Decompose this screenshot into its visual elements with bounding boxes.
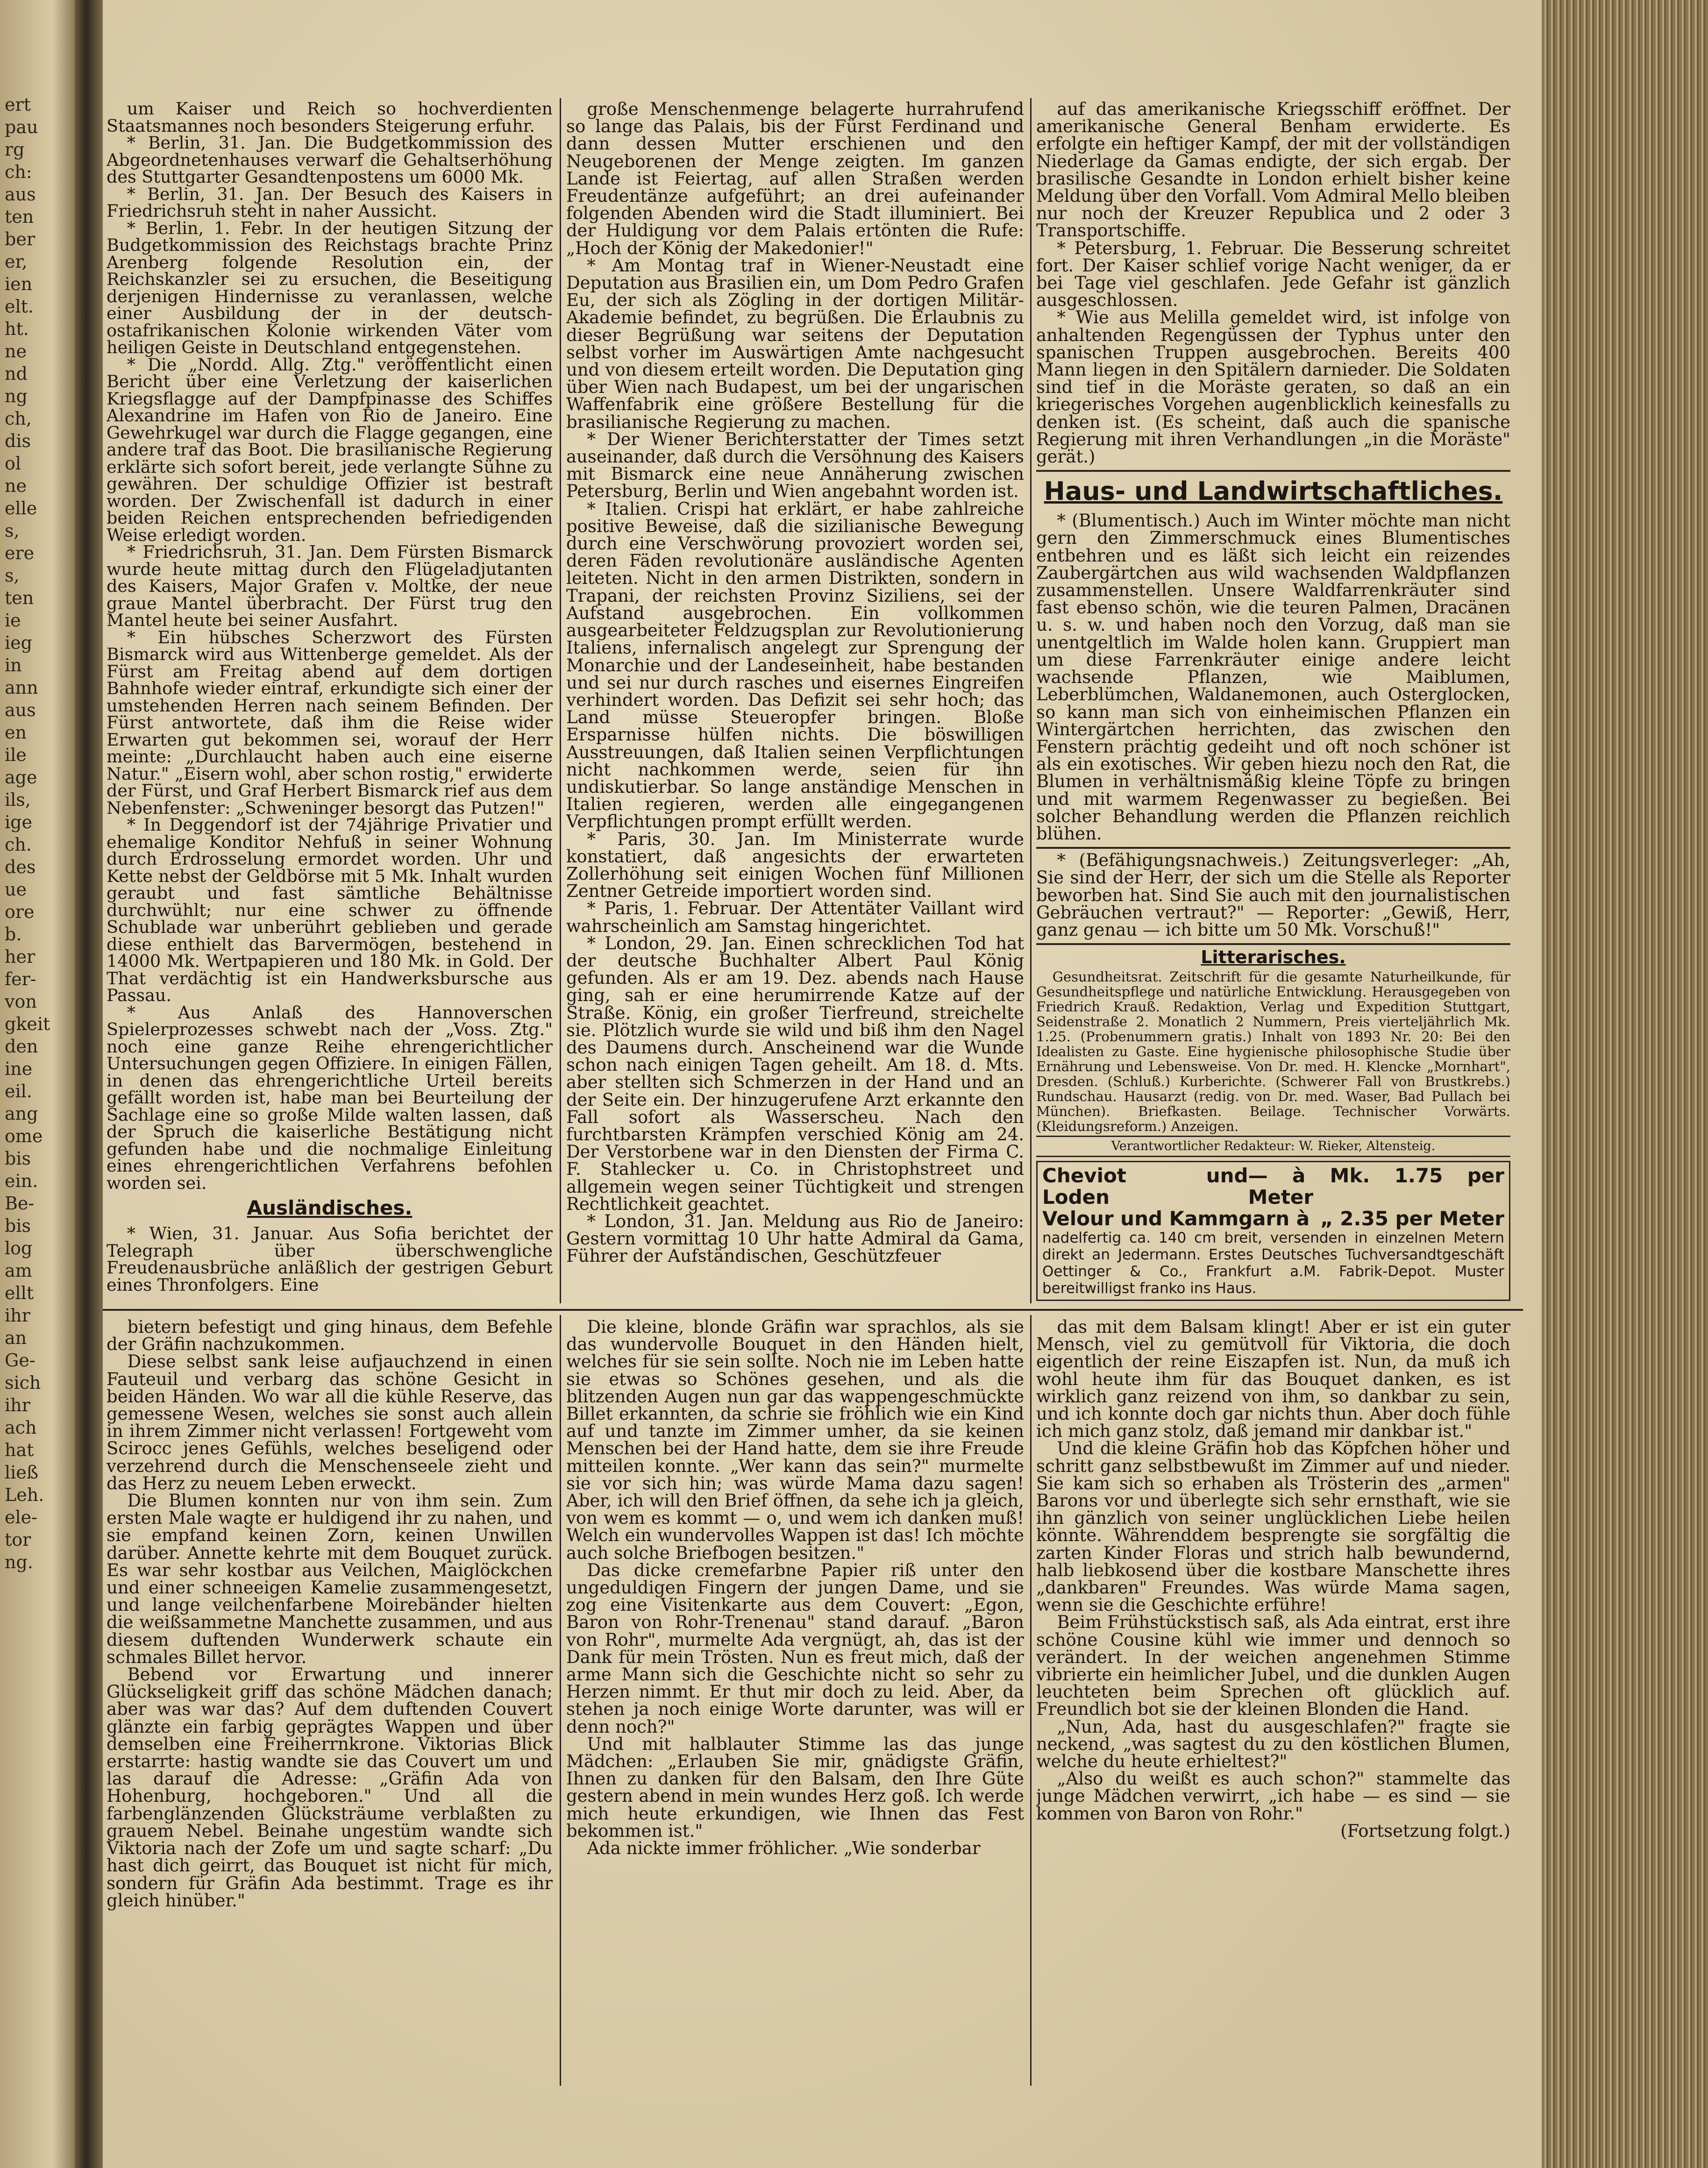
news-paragraph: um Kaiser und Reich so hochverdienten Staatsmannes noch besonders Steigerung erfuhr. — [107, 100, 553, 136]
news-paragraph: * Berlin, 31. Jan. Die Budgetkommission des Abgeordnetenhauses verwarf die Gehaltserhöhung des Stuttgarter Gesandtenpostens um 6000 Mk. — [107, 133, 553, 187]
story-paragraph: Die Blumen konnten nur von ihm sein. Zum ersten Male wagte er huldigend ihr zu nahen, und sie empfand keinen Zorn, keinen Unwillen darüber. Annette kehrte mit dem Bouquet zurück. Es war sehr kostbar aus Veilchen, Maiglöckchen und einer schneeigen Kamelie zusammengesetzt, und lange veilchenfarbene Moirebänder hielten die weißsammetne Manchette zusammen, und aus diesem duftenden Wunderwerk schaute ein schmales Billet hervor. — [107, 1491, 553, 1667]
section-divider — [1036, 470, 1510, 472]
left-page-fragment: ome — [5, 1126, 43, 1146]
left-page-fragment: ils, — [5, 789, 31, 810]
news-paragraph: * Berlin, 31. Jan. Der Besuch des Kaisers in Friedrichsruh steht in naher Aussicht. — [107, 184, 553, 221]
news-paragraph: * London, 31. Jan. Meldung aus Rio de Janeiro: Gestern vormittag 10 Uhr hatte Admiral da Gama, Führer der Aufständischen, Geschützfeuer — [566, 1211, 1024, 1266]
left-page-fragment: ch: — [5, 162, 32, 182]
left-page-fragment: ten — [5, 588, 34, 608]
news-paragraph: * Wie aus Melilla gemeldet wird, ist infolge von anhaltenden Regengüssen der Typhus unter den spanischen Truppen ausgebrochen. Bereits 400 Mann liegen in den Spitälern darnieder. Die Soldaten sind tief in die Moräste geraten, so daß an ein kriegerisches Vorgehen augenblicklich keinesfalls zu denken ist. (Es scheint, daß auch die spanische Regierung mit ihren Verhandlungen „in die Moräste" gerät.) — [1036, 307, 1510, 467]
left-page-fragment: ige — [5, 812, 32, 832]
left-page-fragment: ihr — [5, 1395, 30, 1415]
left-page-fragment: Leh. — [5, 1485, 44, 1505]
left-page-fragment: ann — [5, 677, 38, 698]
left-page-fragment: ach — [5, 1417, 37, 1438]
story-paragraph: Diese selbst sank leise aufjauchzend in einen Fauteuil und verbarg das schöne Gesicht in beiden Händen. Wo war all die kühle Reserve, das gemessene Wesen, welches sie sonst auch allein in ihrem Zimmer nicht verlassen! Fortgeweht vom Scirocc jenes Gefühls, welches beseligend oder verzehrend durch die Menschenseele zieht und das Herz zu neuem Leben erweckt. — [107, 1351, 553, 1493]
left-page-fragment: Be- — [5, 1193, 35, 1214]
left-page-fragment: tor — [5, 1529, 31, 1550]
left-page-fragment: von — [5, 991, 37, 1012]
news-paragraph: * Aus Anlaß des Hannoverschen Spielerprozesses schwebt nach der „Voss. Ztg." noch eine ganze Reihe ehrengerichtlicher Untersuchungen gegen Offiziere. In einigen Fällen, in denen das ehrengerichtliche Urteil bereits gefällt worden ist, habe man bei Beurteilung der Sachlage eine so große Milde walten lassen, daß der Spruch die kaiserliche Bestätigung nicht gefunden habe und die nochmalige Einleitung eines ehrengerichtlichen Verfahrens befohlen worden sei. — [107, 1002, 553, 1193]
left-page-fragment: ten — [5, 206, 34, 227]
ad-product-2: Velour und Kammgarn à — [1042, 1207, 1310, 1230]
left-page-fragment: dis — [5, 431, 31, 451]
left-page-fragment: nd — [5, 363, 28, 384]
left-page-fragment: rg — [5, 139, 25, 160]
left-page-fragment: pau — [5, 117, 38, 137]
left-page-fragment: ieg — [5, 633, 32, 653]
news-paragraph: * Paris, 1. Februar. Der Attentäter Vaillant wird wahrscheinlich am Samstag hingerichtet. — [566, 898, 1024, 936]
left-page-fragment: ellt — [5, 1283, 34, 1303]
left-page-fragment: s, — [5, 565, 20, 586]
news-column-2 — [566, 100, 1024, 1303]
section-heading-haus: Haus- und Landwirtschaftliches. — [1044, 476, 1503, 506]
left-page-fragment: an — [5, 1328, 27, 1348]
section-heading-auslaendisches: Ausländisches. — [247, 1196, 413, 1219]
news-paragraph: * Ein hübsches Scherzwort des Fürsten Bismarck wird aus Wittenberge gemeldet. Als der Fürst am Freitag abend auf dem dortigen Bahnhofe wieder eintraf, erkundigte sich einer der umstehenden Herren nach seinem Befinden. Der Fürst antwortete, daß ihm die Reise wider Erwarten gut bekommen sei, worauf der Herr meinte: „Durchlaucht haben auch eine eiserne Natur." „Eisern wohl, aber schon rostig," erwiderte der Fürst, und Graf Herbert Bismarck rief aus dem Nebenfenster: „Schweninger besorgt das Putzen!" — [107, 627, 553, 818]
left-page-fragment: elt. — [5, 296, 34, 317]
newspaper-page — [103, 0, 1542, 2168]
left-page-fragment: ließ — [5, 1462, 39, 1483]
news-paragraph: * Die „Nordd. Allg. Ztg." veröffentlicht einen Bericht über eine Verletzung der kaiserlichen Kriegsflagge auf der Dampfpinasse des Schiffes Alexandrine im Hafen von Rio de Janeiro. Eine Gewehrkugel war durch die Flagge gegangen, eine andere traf das Boot. Die brasilianische Regierung erklärte sich sofort bereit, jede verlangte Sühne zu gewähren. Der schuldige Offizier ist bestraft worden. Der Zwischenfall ist dadurch in einer beiden Reichen entsprechenden befriedigenden Weise erledigt worden. — [107, 354, 553, 545]
news-paragraph: * Italien. Crispi hat erklärt, er habe zahlreiche positive Beweise, daß die sizilianische Bewegung durch eine Verschwörung provoziert worden sei, deren Fäden revolutionäre ausländische Agenten leiteten. Nicht in den armen Distrikten, sondern in Trapani, der reichsten Provinz Siziliens, sei der Aufstand ausgebrochen. Ein vollkommen ausgearbeiteter Feldzugsplan zur Revolutionierung Italiens, infernalisch angelegt zur Sprengung der Monarchie und der Landeseinheit, habe bestanden und sei nur durch rasches und eisernes Eingreifen verhindert worden. Das Defizit sei sehr hoch; das Land müsse Steueropfer bringen. Bloße Ersparnisse hülfen nichts. Die böswilligen Ausstreuungen, daß Italien seinen Verpflichtungen nicht nachkommen werde, seien für ihn undiskutierbar. So lange anständige Menschen in Italien regieren, werden alle eingegangenen Verpflichtungen prompt erfüllt werden. — [566, 498, 1024, 832]
page-edges — [1542, 0, 1708, 2168]
news-paragraph: * Paris, 30. Jan. Im Ministerrate wurde konstatiert, daß angesichts der erwarteten Zollerhöhung seit einigen Wochen fünf Millionen Zentner Getreide importiert worden sind. — [566, 829, 1024, 902]
left-page-fragment: ng — [5, 386, 28, 406]
left-page-fragment: sich — [5, 1372, 41, 1393]
left-page-fragment: b. — [5, 924, 22, 945]
ad-text: nadelfertig ca. 140 cm breit, versenden in einzelnen Metern direkt an Jedermann. Erstes Deutsches Tuchversandtgeschäft Oettinger & Co., Frankfurt a.M. Fabrik-Depot. Muster bereitwilligst franko ins Haus. — [1042, 1230, 1504, 1297]
news-paragraph: * Wien, 31. Januar. Aus Sofia berichtet der Telegraph über überschwengliche Freudenausbrüche anläßlich der gestrigen Geburt eines Thronfolgers. Eine — [107, 1223, 553, 1295]
story-paragraph: das mit dem Balsam klingt! Aber er ist ein guter Mensch, viel zu gemütvoll für Viktoria, die doch eigentlich der reine Eiszapfen ist. Nun, da muß ich wohl heute ihm für das Bouquet danken, es ist wirklich ganz reizend von ihm, so dankbar zu sein, und ich konnte doch gar nichts thun. Aber doch fühle ich mich ganz stolz, daß jemand mir dankbar ist." — [1036, 1318, 1510, 1442]
news-paragraph: auf das amerikanische Kriegsschiff eröffnet. Der amerikanische General Benham erwiderte. Es erfolgte ein heftiger Kampf, der mit der vollständigen Niederlage da Gamas endigte, der sich ergab. Der brasilische Gesandte in London erhielt bisher keine Meldung über den Vorfall. Vom Admiral Mello bleiben nur noch der Kreuzer Republica und 2 oder 3 Transportschiffe. — [1036, 100, 1510, 241]
column-rule — [560, 1315, 561, 2086]
left-page-fragment: aus — [5, 700, 36, 720]
story-paragraph: bietern befestigt und ging hinaus, dem Befehle der Gräfin nachzukommen. — [107, 1318, 553, 1355]
left-page-fragment: ere — [5, 543, 35, 563]
left-page-fragment: her — [5, 946, 36, 967]
left-page-fragment: ihr — [5, 1305, 30, 1326]
story-paragraph: Bebend vor Erwartung und innerer Glückseligkeit griff das schöne Mädchen danach; aber was war das? Auf dem duftenden Couvert glänzte ein farbig geprägtes Wappen und über demselben eine Freiherrnkrone. Viktorias Blick erstarrte: hastig wandte sie das Couvert um und las darauf die Adresse: „Gräfin Ada von Hohenburg, hochgeboren." Und all die farbenglänzenden Glücksträume verblaßten zu grauem Nebel. Beinahe ungestüm wandte sich Viktoria nach der Zofe um und sagte scharf: „Du hast dich geirrt, das Bouquet ist nicht für mich, sondern für Gräfin Ada bestimmt. Trage es ihr gleich hinüber." — [107, 1664, 553, 1911]
story-paragraph: Das dicke cremefarbne Papier riß unter den ungeduldigen Fingern der jungen Dame, und sie zog eine Visitenkarte aus dem Couvert: „Egon, Baron von Rohr-Trenenau" stand darauf. „Baron von Rohr", murmelte Ada vergnügt, ah, das ist der Dank für mein Trösten. Nun es freut mich, daß der arme Mann sich die Geschichte nicht so sehr zu Herzen nimmt. Er thut mir doch zu leid. Aber, da stehen ja noch einige Worte darunter, was will er denn noch?" — [566, 1560, 1024, 1737]
story-paragraph: „Nun, Ada, hast du ausgeschlafen?" fragte sie neckend, „was sagtest du zu den köstlichen Blumen, welche du heute erhieltest?" — [1036, 1716, 1510, 1772]
left-page-fragment: ch, — [5, 408, 32, 429]
advertisement — [1036, 1161, 1510, 1301]
left-page-fragment: er, — [5, 251, 28, 272]
story-paragraph: Die kleine, blonde Gräfin war sprachlos, als sie das wundervolle Bouquet in den Händen hielt, welches für sie sein sollte. Noch nie im Leben hatte sie etwas so Schönes gesehen, und als die blitzenden Augen nun gar das wappengeschmückte Billet erkannten, da schrie sie fröhlich wie ein Kind auf und tanzte im Zimmer umher, da sie keinen Menschen bei der Hand hatte, dem sie ihre Freude mitteilen konnte. „Wer kann das sein?" murmelte sie vor sich hin; was würde Mama dazu sagen! Aber, ich will den Brief öffnen, da sehe ich ja gleich, von wem es kommt — o, und wem ich danken muß! Welch ein wundervolles Wappen ist das! Ich möchte auch solche Briefbogen besitzen." — [566, 1318, 1024, 1563]
left-page-fragment: aus — [5, 184, 36, 205]
ad-price-1: — à Mk. 1.75 per Meter — [1248, 1164, 1504, 1209]
left-page-fragment: am — [5, 1260, 32, 1281]
left-page-fragment: ng. — [5, 1552, 33, 1572]
news-paragraph: große Menschenmenge belagerte hurrahrufend so lange das Palais, bis der Fürst Ferdinand und dann dessen Mutter erschienen und den Neugeborenen der Menge zeigten. Im ganzen Lande ist Feiertag, auf allen Straßen werden Freudentänze aufgeführt; an drei aufeinander folgenden Abenden wird die Stadt illuminiert. Bei der Huldigung vor dem Palais ertönten die Rufe: „Hoch der König der Makedonier!" — [566, 100, 1024, 258]
left-page-fragment: ne — [5, 341, 27, 362]
ad-product-1: Cheviot und Loden — [1042, 1164, 1248, 1209]
editor-line: Verantwortlicher Redakteur: W. Rieker, Altensteig. — [1036, 1136, 1510, 1157]
left-page-fragment: gkeit — [5, 1014, 50, 1034]
left-page-fragment: ang — [5, 1103, 38, 1124]
left-page-fragment: ein. — [5, 1171, 38, 1191]
news-paragraph: * Am Montag traf in Wiener-Neustadt eine Deputation aus Brasilien ein, um Dom Pedro Grafen Eu, der sich als Zögling in der dortigen Militär-Akademie befindet, zu begrüßen. Die Erlaubnis zu dieser Begrüßung war seitens der Deputation selbst vorher im Auswärtigen Amte nachgesucht und von diesem erteilt worden. Die Deputation ging über Wien nach Budapest, um bei der ungarischen Waffenfabrik eine größere Bestellung für die brasilianische Regierung zu machen. — [566, 255, 1024, 432]
literature-notice: Gesundheitsrat. Zeitschrift für die gesamte Naturheilkunde, für Gesundheitspflege und natürliche Entwicklung. Herausgegeben von Friedrich Krauß. Redaktion, Verlag und Expedition Stuttgart, Seidenstraße 2. Monatlich 2 Nummern, Preis vierteljährlich Mk. 1.25. (Probenummern gratis.) Inhalt von 1893 Nr. 20: Bei den Idealisten zu Gaste. Eine hygienische philosophische Studie über Ernährung und Lebensweise. Von Dr. med. H. Klencke „Mornhart", Dresden. (Schluß.) Kurberichte. (Schwerer Fall von Brustkrebs.) Rundschau. Hausarzt (redig. von Dr. med. Waser, Bad Pullach bei München). Briefkasten. Beilage. Technischer Vorwärts. (Kleidungsreform.) Anzeigen. — [1036, 969, 1510, 1135]
left-page-fragment: age — [5, 767, 37, 788]
left-page-fragment: den — [5, 1036, 38, 1057]
left-page-fragment: hat — [5, 1440, 34, 1460]
left-page-fragment: elle — [5, 498, 37, 519]
column-rule — [1030, 98, 1032, 1303]
left-page-fragment: ue — [5, 879, 27, 900]
left-facing-page-edge — [0, 0, 75, 2168]
news-paragraph: * In Deggendorf ist der 74jährige Privatier und ehemalige Konditor Nehfuß in seiner Wohnung durch Erdrosselung ermordet worden. Uhr und Kette nebst der Geldbörse mit 5 Mk. Inhalt wurden geraubt und fast sämtliche Behältnisse durchwühlt; nur eine schwer zu öffnende Schublade war unberührt geblieben und gerade diese enthielt das Barvermögen, bestehend in 14000 Mk. Wertpapieren und 180 Mk. in Gold. Der That verdächtig ist ein Handwerksbursche aus Passau. — [107, 815, 553, 1005]
left-page-fragment: ne — [5, 476, 27, 496]
left-page-fragment: fer- — [5, 969, 36, 989]
news-paragraph: * (Blumentisch.) Auch im Winter möchte man nicht gern den Zimmerschmuck eines Blumentisches entbehren und es läßt sich leicht ein reizendes Zaubergärtchen aus wild wachsenden Waldpflanzen zusammenstellen. Unsere Waldfarrenkräuter sind fast ebenso schön, wie die teuren Palmen, Dracänen u. s. w. und haben noch den Vorzug, daß man sie unentgeltlich im Walde holen kann. Gruppiert man um diese Farrenkräuter einige andere leicht wachsende Pflanzen, wie Maiblumen, Leberblümchen, Waldanemonen, auch Osterglocken, so kann man sich von einheimischen Pflanzen ein Wintergärtchen herrichten, das zwischen den Fenstern prächtig gedeiht und oft noch schöner ist als ein exotisches. Wir geben hiezu noch den Rat, die Blumen in verhältnismäßig kleine Töpfe zu bringen und mit warmem Regenwasser zu begießen. Bei solcher Behandlung werden die Pflanzen reichlich blühen. — [1036, 511, 1510, 844]
left-page-fragment: ol — [5, 453, 21, 474]
continuation-note: (Fortsetzung folgt.) — [1340, 1820, 1510, 1841]
left-page-fragment: ore — [5, 902, 35, 922]
section-divider — [1036, 943, 1510, 945]
left-page-fragment: bis — [5, 1148, 31, 1169]
left-page-fragment: ele- — [5, 1507, 37, 1528]
feuilleton-divider — [103, 1309, 1523, 1311]
news-paragraph: * Friedrichsruh, 31. Jan. Dem Fürsten Bismarck wurde heute mittag durch den Flügeladjutanten des Kaisers, Major Grafen v. Moltke, der neue graue Mantel überbracht. Der Fürst trug den Mantel heute bei seiner Ausfahrt. — [107, 542, 553, 630]
story-paragraph: „Also du weißt es auch schon?" stammelte das junge Mädchen verwirrt, „ich habe — es sind — sie kommen von Baron von Rohr." — [1036, 1769, 1510, 1824]
news-paragraph: * (Befähigungsnachweis.) Zeitungsverleger: „Ah, Sie sind der Herr, der sich um die Stelle als Reporter beworben hat. Sind Sie auch mit den journalistischen Gebräuchen vertraut?" — Reporter: „Gewiß, Herr, ganz genau — ich bitte um 50 Mk. Vorschuß!" — [1036, 850, 1510, 940]
feuilleton-column-2 — [566, 1318, 1024, 2084]
left-page-fragment: ert — [5, 94, 31, 115]
news-paragraph: * Petersburg, 1. Februar. Die Besserung schreitet fort. Der Kaiser schlief vorige Nacht weniger, da er bei Tage viel geschlafen. Jede Gefahr ist gänzlich ausgeschlossen. — [1036, 238, 1510, 311]
book-gutter — [75, 0, 103, 2168]
left-page-fragment: eil. — [5, 1081, 32, 1102]
left-page-fragment: ht. — [5, 319, 29, 339]
left-page-fragment: ine — [5, 1059, 33, 1079]
feuilleton-column-3 — [1036, 1318, 1510, 2084]
left-page-fragment: des — [5, 857, 36, 877]
left-page-fragment: log — [5, 1238, 33, 1258]
story-paragraph: Und mit halblauter Stimme las das junge Mädchen: „Erlauben Sie mir, gnädigste Gräfin, Ihnen zu danken für den Balsam, den Ihre Güte gestern abend in mein wundes Herz goß. Ich werde mich heute erkundigen, wie Ihnen das Fest bekommen ist." — [566, 1734, 1024, 1841]
section-heading-litterarisches: Litterarisches. — [1201, 947, 1346, 968]
section-divider — [1036, 847, 1510, 849]
news-column-3 — [1036, 100, 1510, 1303]
left-page-fragment: ch. — [5, 834, 32, 855]
news-column-1 — [107, 100, 553, 1303]
feuilleton-column-1 — [107, 1318, 553, 2084]
left-page-fragment: s, — [5, 520, 20, 541]
story-paragraph: Ada nickte immer fröhlicher. „Wie sonderbar — [587, 1838, 981, 1859]
left-page-fragment: ber — [5, 229, 35, 249]
left-page-fragment: ie — [5, 610, 21, 631]
story-paragraph: Und die kleine Gräfin hob das Köpfchen höher und schritt ganz selbstbewußt im Zimmer auf und nieder. Sie kam sich so erhaben als Trösterin des „armen" Barons vor und überlegte sich sehr ernsthaft, wie sie ihn gänzlich von seiner unglücklichen Liebe heilen könnte. Währenddem besprengte sie sorgfältig die zarten Kinder Floras und strich halb bewundernd, halb liebkosend über die kostbare Manschette ihres „dankbaren" Freundes. Was würde Mama sagen, wenn sie die Geschichte erführe! — [1036, 1438, 1510, 1615]
story-paragraph: Beim Frühstückstisch saß, als Ada eintrat, erst ihre schöne Cousine kühl wie immer und dennoch so verändert. In der weichen angenehmen Stimme vibrierte ein heimlicher Jubel, und die dunklen Augen leuchteten beim Sprechen oft glücklich auf. Freundlich bot sie der kleinen Blonden die Hand. — [1036, 1612, 1510, 1720]
left-page-fragment: en — [5, 722, 27, 743]
news-paragraph: * Berlin, 1. Febr. In der heutigen Sitzung der Budgetkommission des Reichstags brachte Prinz Arenberg folgende Resolution ein, der Reichskanzler sei zu ersuchen, die Beseitigung derjenigen Hindernisse zu veranlassen, welche einer Ausbildung der in der deutsch-ostafrikanischen Kolonie wirkenden Väter vom heiligen Geiste in Deutschland entgegenstehen. — [107, 218, 553, 357]
ad-price-2: „ 2.35 per Meter — [1320, 1207, 1504, 1230]
column-rule — [1030, 1315, 1032, 2086]
left-page-fragment: bis — [5, 1216, 31, 1236]
news-paragraph: * London, 29. Jan. Einen schrecklichen Tod hat der deutsche Buchhalter Albert Paul König gefunden. Als er am 19. Dez. abends nach Hause ging, sah er eine herumirrende Katze auf der Straße. König, ein großer Tierfreund, streichelte sie. Plötzlich wurde sie wild und biß ihm den Nagel des Daumens durch. Anscheinend war die Wunde schon nach einigen Tagen geheilt. Am 18. d. Mts. aber stellten sich Schmerzen in der Hand und an der Seite ein. Der hinzugerufene Arzt erkannte den Fall sofort als Wasserscheu. Nach den furchtbarsten Krämpfen verschied König am 24. Der Verstorbene war in den Diensten der Firma C. F. Stahlecker u. Co. in Christophstreet und allgemein wegen seiner Tüchtigkeit und strengen Rechtlichkeit geachtet. — [566, 933, 1024, 1214]
left-page-fragment: Ge- — [5, 1350, 36, 1371]
column-rule — [560, 98, 561, 1303]
left-page-fragment: ile — [5, 745, 27, 765]
news-paragraph: * Der Wiener Berichterstatter der Times setzt auseinander, daß durch die Versöhnung des Kaisers mit Bismarck eine neue Annäherung zwischen Petersburg, Berlin und Wien angebahnt worden ist. — [566, 429, 1024, 502]
left-page-fragment: ien — [5, 274, 33, 294]
left-page-fragment: in — [5, 655, 22, 675]
